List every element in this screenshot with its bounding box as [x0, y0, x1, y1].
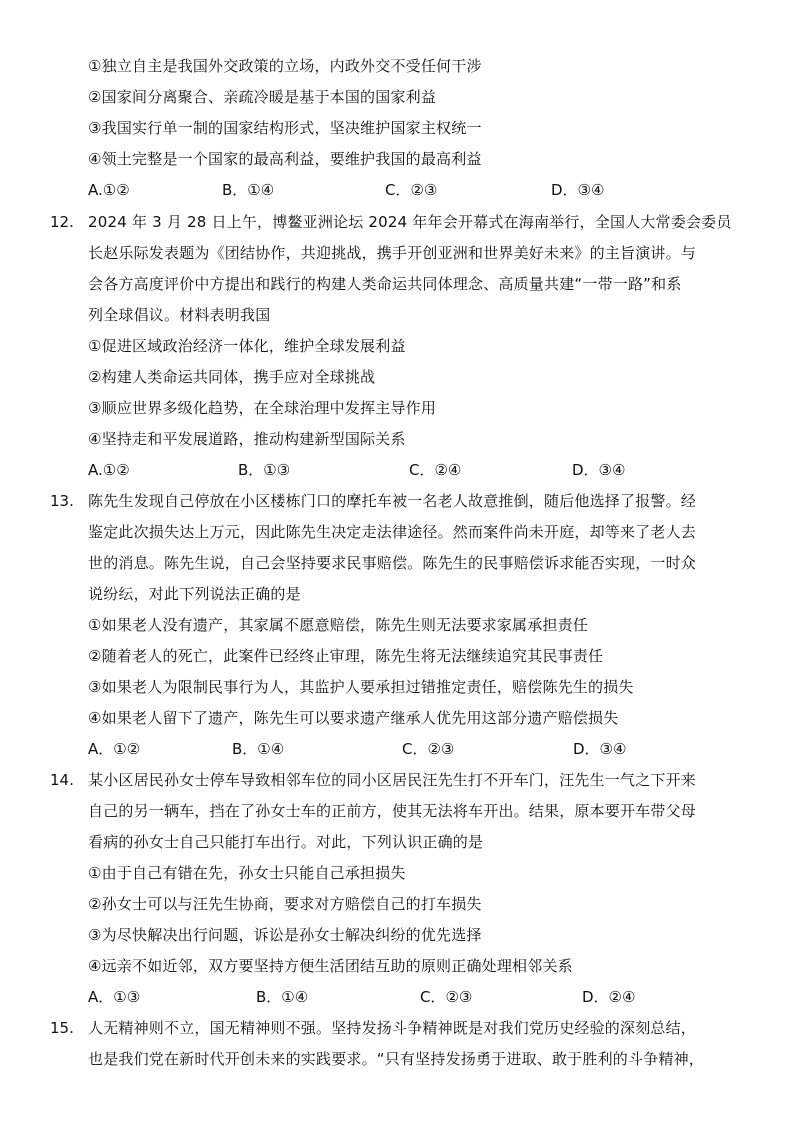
q12-stem-line-1: 2024 年 3 月 28 日上午，博鳌亚洲论坛 2024 年年会开幕式在海南举行，全国人大常委会委员 — [88, 213, 732, 231]
q15-stem-line-1: 人无精神则不立，国无精神则不强。坚持发扬斗争精神既是对我们党历史经验的深刻总结， — [88, 1019, 697, 1037]
q11-statement-3: ③我国实行单一制的国家结构形式，坚决维护国家主权统一 — [88, 119, 482, 137]
q13-statement-3: ③如果老人为限制民事行为人，其监护人要承担过错推定责任，赔偿陈先生的损失 — [88, 678, 634, 696]
q11-option-b: B．①④ — [222, 181, 275, 199]
q14-option-a: A．①③ — [88, 988, 141, 1006]
q14-option-b: B．①④ — [256, 988, 309, 1006]
q11-statement-4: ④领土完整是一个国家的最高利益，要维护我国的最高利益 — [88, 150, 482, 168]
q12-stem-line-4: 列全球倡议。材料表明我国 — [88, 306, 271, 324]
q11-statement-2: ②国家间分离聚合、亲疏冷暖是基于本国的国家利益 — [88, 88, 437, 106]
q12-stem-line-3: 会各方高度评价中方提出和践行的构建人类命运共同体理念、高质量共建“一带一路”和系 — [88, 275, 682, 293]
q14-statement-3: ③为尽快解决出行问题，诉讼是孙女士解决纠纷的优先选择 — [88, 926, 482, 944]
q13-statement-4: ④如果老人留下了遗产，陈先生可以要求遗产继承人优先用这部分遗产赔偿损失 — [88, 709, 619, 727]
q11-option-a: A.①② — [88, 181, 130, 199]
q12-statement-4: ④坚持走和平发展道路，推动构建新型国际关系 — [88, 430, 406, 448]
q14-statement-2: ②孙女士可以与汪先生协商，要求对方赔偿自己的打车损失 — [88, 895, 482, 913]
q13-stem-line-2: 鉴定此次损失达上万元，因此陈先生决定走法律途径。然而案件尚未开庭，却等来了老人去 — [88, 523, 697, 541]
q13-option-d: D．③④ — [573, 740, 627, 758]
q12-option-a: A.①② — [88, 461, 130, 479]
q12-option-b: B．①③ — [238, 461, 291, 479]
q13-statement-1: ①如果老人没有遗产，其家属不愿意赔偿，陈先生则无法要求家属承担责任 — [88, 616, 589, 634]
q12-statement-3: ③顺应世界多级化趋势，在全球治理中发挥主导作用 — [88, 399, 437, 417]
q13-option-c: C．②③ — [402, 740, 455, 758]
q14-number: 14. — [50, 771, 74, 789]
q12-option-c: C．②④ — [409, 461, 462, 479]
q13-statement-2: ②随着老人的死亡，此案件已经终止审理，陈先生将无法继续追究其民事责任 — [88, 647, 604, 665]
q12-stem-line-2: 长赵乐际发表题为《团结协作，共迎挑战，携手开创亚洲和世界美好未来》的主旨演讲。与 — [88, 244, 697, 262]
q14-option-d: D．②④ — [582, 988, 636, 1006]
q15-stem-line-2: 也是我们党在新时代开创未来的实践要求。“只有坚持发扬勇于进取、敢于胜利的斗争精神， — [88, 1050, 704, 1068]
q13-number: 13. — [50, 492, 74, 510]
q13-option-a: A．①② — [88, 740, 141, 758]
q12-number: 12. — [50, 213, 74, 231]
q14-statement-1: ①由于自己有错在先，孙女士只能自己承担损失 — [88, 864, 406, 882]
q14-stem-line-3: 看病的孙女士自己只能打车出行。对此，下列认识正确的是 — [88, 833, 484, 851]
q11-statement-1: ①独立自主是我国外交政策的立场，内政外交不受任何干涉 — [88, 57, 482, 75]
q11-option-d: D．③④ — [551, 181, 605, 199]
q13-stem-line-3: 世的消息。陈先生说，自己会坚持要求民事赔偿。陈先生的民事赔偿诉求能否实现，一时众 — [88, 554, 697, 572]
q14-option-c: C．②③ — [420, 988, 473, 1006]
q12-option-d: D．③④ — [572, 461, 626, 479]
q13-stem-line-1: 陈先生发现自己停放在小区楼栋门口的摩托车被一名老人故意推倒，随后他选择了报警。经 — [88, 492, 697, 510]
q15-number: 15. — [50, 1019, 74, 1037]
q14-statement-4: ④远亲不如近邻，双方要坚持方便生活团结互助的原则正确处理相邻关系 — [88, 957, 573, 975]
q14-stem-line-1: 某小区居民孙女士停车导致相邻车位的同小区居民汪先生打不开车门，汪先生一气之下开来 — [88, 771, 697, 789]
q13-stem-line-4: 说纷纭，对此下列说法正确的是 — [88, 585, 301, 603]
q12-statement-1: ①促进区域政治经济一体化，维护全球发展利益 — [88, 337, 406, 355]
q13-option-b: B．①④ — [232, 740, 285, 758]
q11-option-c: C．②③ — [385, 181, 438, 199]
q14-stem-line-2: 自己的另一辆车，挡在了孙女士车的正前方，使其无法将车开出。结果，原本要开车带父母 — [88, 802, 697, 820]
q12-statement-2: ②构建人类命运共同体，携手应对全球挑战 — [88, 368, 376, 386]
